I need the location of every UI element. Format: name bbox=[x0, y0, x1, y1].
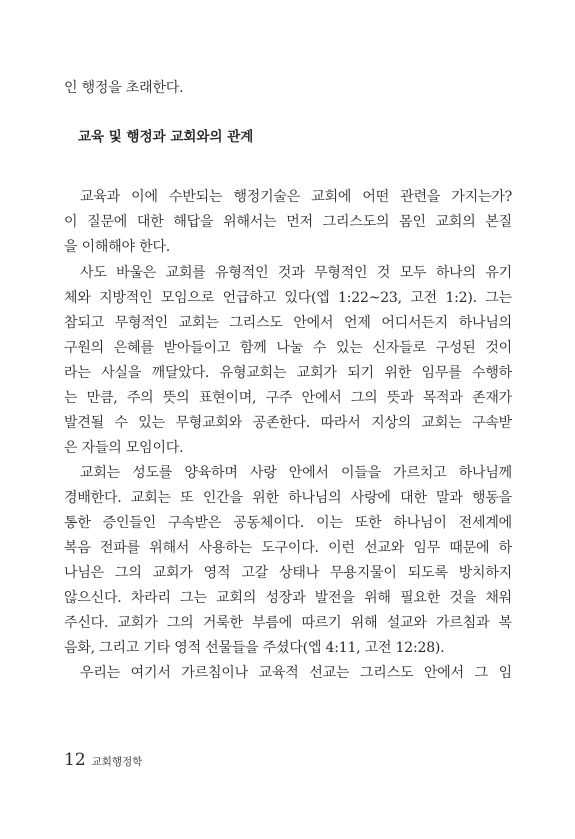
body-line: 참되고 무형적인 교회는 그리스도 안에서 언제 어디서든지 하나님의 bbox=[64, 315, 512, 331]
body-line: 않으신다. 차라리 그는 교회의 성장과 발전을 위해 필요한 것을 채워 bbox=[64, 590, 512, 606]
body-line: 우리는 여기서 가르침이나 교육적 선교는 그리스도 안에서 그 임 bbox=[80, 665, 512, 681]
body-line: 음화, 그리고 기타 영적 선물들을 주셨다(엡 4:11, 고전 12:28). bbox=[64, 640, 445, 656]
body-line: 교회는 성도를 양육하며 사랑 안에서 이들을 가르치고 하나님께 bbox=[80, 465, 512, 481]
body-line: 을 이해해야 한다. bbox=[64, 239, 171, 255]
body-line: 복음 전파를 위해서 사용하는 도구이다. 이런 선교와 임무 때문에 하 bbox=[64, 540, 512, 556]
body-line: 구원의 은혜를 받아들이고 함께 나눌 수 있는 신자들로 구성된 것이 bbox=[64, 340, 512, 356]
section-heading: 교육 및 행정과 교회와의 관계 bbox=[78, 129, 254, 145]
body-line: 는 만큼, 주의 뜻의 표현이며, 구주 안에서 그의 뜻과 목적과 존재가 bbox=[64, 390, 512, 406]
body-line: 발견될 수 있는 무형교회와 공존한다. 따라서 지상의 교회는 구속받 bbox=[64, 415, 512, 431]
page-number: 12 bbox=[64, 750, 86, 770]
running-title: 교회행정학 bbox=[91, 756, 143, 768]
body-line: 이 질문에 대한 해답을 위해서는 먼저 그리스도의 몸인 교회의 본질 bbox=[64, 214, 512, 230]
body-line: 사도 바울은 교회를 유형적인 것과 무형적인 것 모두 하나의 유기 bbox=[80, 265, 512, 281]
page-footer bbox=[64, 750, 142, 770]
body-line: 체와 지방적인 모임으로 언급하고 있다(엡 1:22~23, 고전 1:2). 그는 bbox=[64, 290, 512, 306]
body-line: 라는 사실을 깨달았다. 유형교회는 교회가 되기 위한 임무를 수행하 bbox=[64, 365, 512, 381]
body-line: 교육과 이에 수반되는 행정기술은 교회에 어떤 관련을 가지는가? bbox=[80, 189, 512, 205]
continued-text-line: 인 행정을 초래한다. bbox=[64, 80, 184, 96]
body-line: 은 자들의 모임이다. bbox=[64, 440, 184, 456]
body-line: 나님은 그의 교회가 영적 고갈 상태나 무용지물이 되도록 방치하지 bbox=[64, 565, 512, 581]
body-line: 경배한다. 교회는 또 인간을 위한 하나님의 사랑에 대한 말과 행동을 bbox=[64, 490, 512, 506]
body-line: 주신다. 교회가 그의 거룩한 부름에 따르기 위해 설교와 가르침과 복 bbox=[64, 615, 512, 631]
body-line: 통한 증인들인 구속받은 공동체이다. 이는 또한 하나님이 전세계에 bbox=[64, 515, 512, 531]
